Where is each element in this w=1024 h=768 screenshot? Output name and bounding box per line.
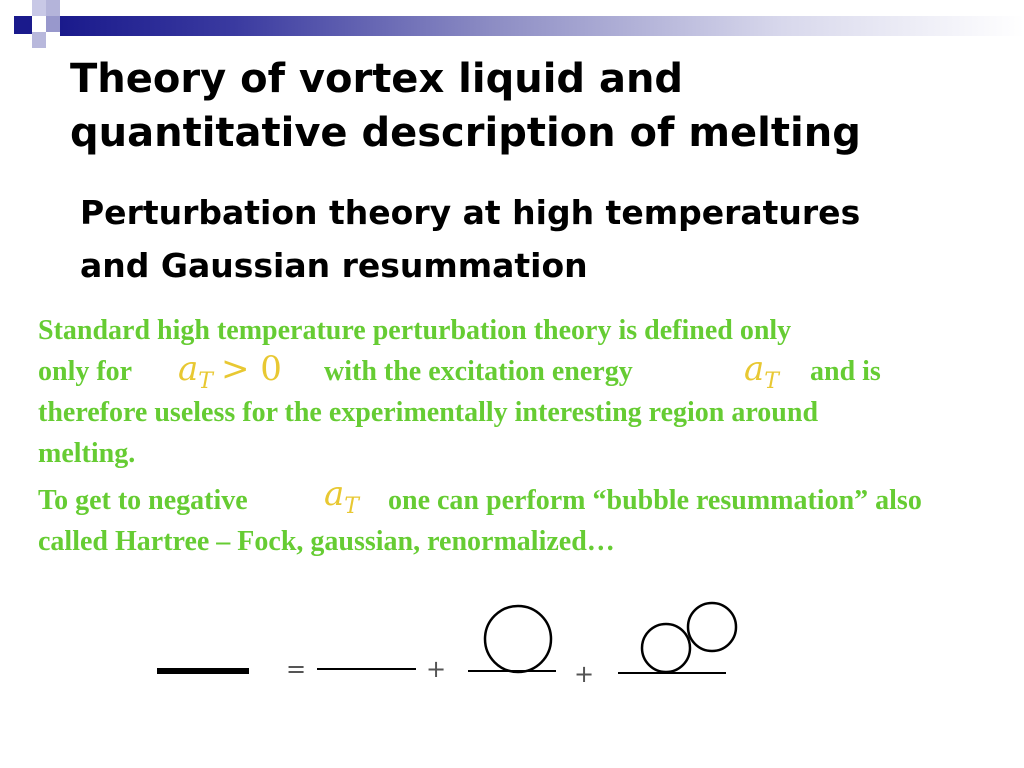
deco-square [32,0,46,16]
paragraph-line [38,351,1023,395]
math-negative-a: $a_T$ [324,480,359,519]
equals-sign: = [286,655,307,683]
deco-square [32,32,46,48]
math-excitation-energy: $a_T$ [744,351,779,394]
header-gradient-bar [60,16,1024,36]
header-decoration [0,0,1024,46]
text: called Hartree – Fock, gaussian, renormalized… [38,526,615,557]
text: and is [810,356,881,387]
subtitle-line: Perturbation theory at high temperatures [80,193,861,232]
lower-loop [642,624,690,672]
math-condition: $a_T > 0$ [178,351,282,394]
deco-square [14,16,32,34]
paragraph-line [38,433,1023,474]
paragraph-line [38,521,1023,562]
feynman-diagram [150,600,750,700]
deco-square [46,0,60,16]
subtitle-line: and Gaussian resummation [80,246,588,285]
slide-subtitle [80,186,980,292]
deco-square [46,16,60,32]
text: Standard high temperature perturbation theory is defined only [38,315,792,346]
plus-sign: + [426,655,447,683]
upper-loop [688,603,736,651]
text: only for [38,356,133,387]
paragraph-line [38,310,1023,351]
text: To get to negative [38,485,248,516]
slide-title [70,52,970,160]
title-line: quantitative description of melting [70,110,861,156]
text: melting. [38,438,136,469]
text: one can perform “bubble resummation” also [388,485,922,516]
title-line: Theory of vortex liquid and [70,56,684,102]
text: therefore useless for the experimentally interesting region around [38,397,819,428]
text: with the excitation energy [324,356,633,387]
plus-sign: + [574,660,595,688]
tadpole-loop [485,606,551,672]
paragraph-line [38,392,1023,433]
paragraph-line [38,480,1023,524]
